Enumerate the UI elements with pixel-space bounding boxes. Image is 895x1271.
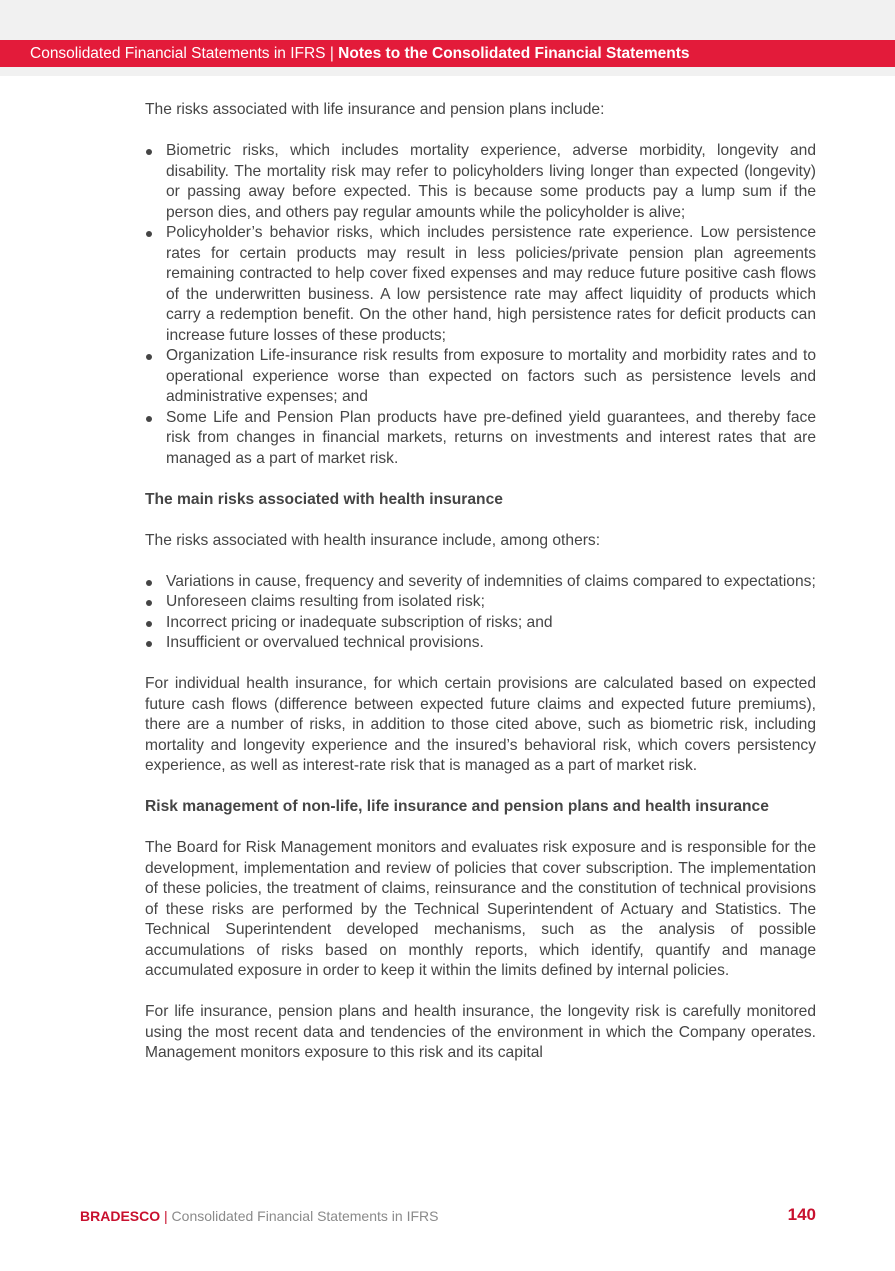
page-footer [80, 1205, 816, 1227]
heading-risk-management: Risk management of non-life, life insurance and pension plans and health insurance [145, 798, 769, 815]
list-item: Organization Life-insurance risk results from exposure to mortality and morbidity rates and to operational experience worse than expected on factors such as persistence levels and administrative expenses; and [145, 346, 816, 408]
header-section: Notes to the Consolidated Financial Statements [338, 45, 690, 62]
footer-separator: | [160, 1208, 172, 1224]
list-item: Policyholder’s behavior risks, which includes persistence rate experience. Low persistence rates for certain products may result in less policies/private pension plan agreements remaining contracted to help cover fixed expenses and may reduce future positive cash flows of the underwritten business. A low persistence rate may affect liquidity of products which carry a redemption benefit. On the other hand, high persistence rates for deficit products can increase future losses of these products; [145, 223, 816, 346]
header-text [30, 40, 690, 67]
top-margin [0, 0, 895, 40]
list-item: Incorrect pricing or inadequate subscription of risks; and [145, 613, 816, 634]
header-separator: | [325, 45, 339, 62]
health-risks-list [145, 572, 816, 654]
list-item: Biometric risks, which includes mortality experience, adverse morbidity, longevity and disability. The mortality risk may refer to policyholders living longer than expected (longevity) or passing away before expected. This is because some products pay a lump sum if the person dies, and others pay regular amounts while the policyholder is alive; [145, 141, 816, 223]
list-item: Variations in cause, frequency and severity of indemnities of claims compared to expectations; [145, 572, 816, 593]
heading-health-risks: The main risks associated with health insurance [145, 490, 503, 508]
list-item: Some Life and Pension Plan products have pre-defined yield guarantees, and thereby face risk from changes in financial markets, returns on investments and interest rates that are managed as a part of market risk. [145, 408, 816, 470]
page-content [145, 100, 816, 1084]
longevity-paragraph: For life insurance, pension plans and health insurance, the longevity risk is carefully monitored using the most recent data and tendencies of the environment in which the Company operates. Management monitors exposure to this risk and its capital [145, 1003, 816, 1061]
header-title: Consolidated Financial Statements in IFRS [30, 45, 326, 62]
life-risks-list [145, 141, 816, 469]
page-number: 140 [787, 1205, 816, 1224]
list-item: Insufficient or overvalued technical provisions. [145, 633, 816, 654]
header-underband [0, 67, 895, 76]
individual-health-paragraph: For individual health insurance, for which certain provisions are calculated based on expected future cash flows (difference between expected future claims and expected future premiums), there are a number of risks, in addition to those cited above, such as biometric risk, including mortality and longevity experience and the insured’s behavioral risk, which covers persistency experience, as well as interest-rate risk that is managed as a part of market risk. [145, 675, 816, 774]
footer-doc-title: Consolidated Financial Statements in IFRS [171, 1208, 439, 1224]
board-paragraph: The Board for Risk Management monitors and evaluates risk exposure and is responsible for the development, implementation and review of policies that cover subscription. The implementation of these policies, the treatment of claims, reinsurance and the constitution of technical provisions of these risks are performed by the Technical Superintendent of Actuary and Statistics. The Technical Superintendent developed mechanisms, such as the analysis of possible accumulations of risks based on monthly reports, which identify, quantify and manage accumulated exposure in order to keep it within the limits defined by internal policies. [145, 839, 816, 979]
intro-life-paragraph: The risks associated with life insurance and pension plans include: [145, 101, 605, 118]
list-item: Unforeseen claims resulting from isolated risk; [145, 592, 816, 613]
footer-brand: BRADESCO [80, 1208, 161, 1224]
header-band [0, 40, 895, 67]
intro-health-paragraph: The risks associated with health insurance include, among others: [145, 531, 601, 549]
